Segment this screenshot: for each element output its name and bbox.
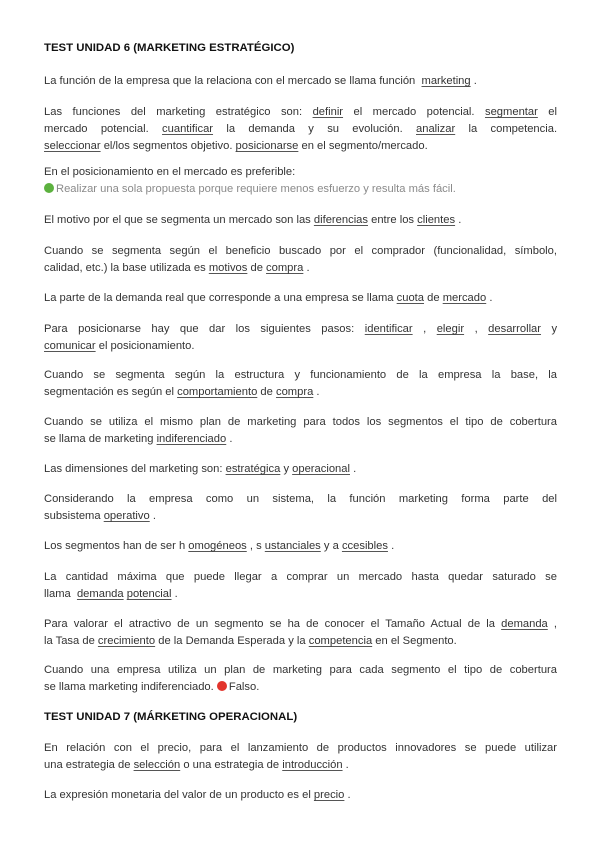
answer: compra [275,386,314,398]
question-structure-segmentation: Cuando se segmenta según la estructura y funcionamiento de la empresa la base, la segmentación es según el comportamiento de compra . [44,369,557,398]
question-segmentation-motive: El motivo por el que se segmenta un mercado son las diferencias entre los clientes . [44,214,462,226]
line: seleccionar el/los segmentos objetivo. posicionarse en el segmento/mercado. [44,140,428,152]
answer: mercado [442,292,487,304]
answer: identificar [364,323,413,335]
answer: posicionarse [235,140,299,152]
answer: demanda [501,618,548,630]
answer: crecimiento [97,635,156,647]
question-positioning: En el posicionamiento en el mercado es preferible: Realizar una sola propuesta porque requiere menos esfuerzo y resulta más fácil. [44,166,456,195]
answer: diferencias [313,214,368,226]
question-segment-traits: Los segmentos han de ser h omogéneos , s ustanciales y a ccesibles . [44,540,395,552]
section-title-unit7: TEST UNIDAD 7 (MÁRKETING OPERACIONAL) [44,711,298,723]
section-title-unit6: TEST UNIDAD 6 (MARKETING ESTRATÉGICO) [44,42,295,54]
answer: potencial [126,588,172,600]
question-price: La expresión monetaria del valor de un producto es el precio . [44,789,351,801]
answer: introducción [282,759,343,771]
question-segment-attractiveness: Para valorar el atractivo de un segmento se ha de conocer el Tamaño Actual de la demanda , la Tasa de crecimiento de la Demanda Esperada y la competencia en el Segmento. [44,618,558,647]
answer: omogéneos [188,540,247,552]
question-undifferentiated: Cuando se utiliza el mismo plan de marketing para todos los segmentos el tipo de cobertura se llama de marketing indiferenciado . [44,416,557,445]
question-marketing-dimensions: Las dimensiones del marketing son: estratégica y operacional . [44,463,357,475]
question-market-function: La función de la empresa que la relaciona con el mercado se llama función marketing . [44,75,477,87]
answer: comportamiento [177,386,258,398]
line: Las funciones del marketing estratégico son: definir el mercado potencial. segmentar el [44,106,558,118]
answer: Realizar una sola propuesta porque requiere menos esfuerzo y resulta más fácil. [56,183,456,195]
answer: cuota [396,292,425,304]
question-subsystem: Considerando la empresa como un sistema, la función marketing forma parte del subsistema operativo . [44,493,557,522]
answer: precio [313,789,345,801]
answer: ustanciales [264,540,321,552]
answer: Falso. [228,681,260,693]
answer: definir [312,106,344,118]
answer: demanda [76,588,124,600]
answer: elegir [436,323,465,335]
answer: comunicar [44,340,96,352]
green-circle-icon [44,183,54,193]
answer: marketing [421,75,471,87]
answer: estratégica [225,463,281,475]
answer: clientes [417,214,456,226]
answer: selección [133,759,181,771]
answer: segmentar [484,106,538,118]
answer: analizar [416,123,456,135]
answer: ccesibles [341,540,388,552]
question-coverage-type: Cuando una empresa utiliza un plan de marketing para cada segmento el tipo de cobertura se llama marketing indiferenciado. Falso. [44,664,557,693]
answer: operativo [103,510,150,522]
question-benefit-segmentation: Cuando se segmenta según el beneficio buscado por el comprador (funcionalidad, símbolo, calidad, etc.) la base utilizada es motivos de compra . [44,245,557,274]
answer: compra [266,262,304,274]
question-positioning-steps: Para posicionarse hay que dar los siguientes pasos: identificar , elegir , desarrollar y comunicar el posicionamiento. [44,323,558,352]
answer: operacional [292,463,350,475]
answer: motivos [208,262,248,274]
question-price-strategy: En relación con el precio, para el lanzamiento de productos innovadores se puede utilizar una estrategia de selección o una estrategia de introducción . [44,742,557,771]
question-strategic-functions [44,104,557,155]
answer: competencia [308,635,373,647]
question-market-share: La parte de la demanda real que corresponde a una empresa se llama cuota de mercado . [44,292,493,304]
red-circle-icon [217,681,227,691]
answer: indiferenciado [156,433,227,445]
line: mercado potencial. cuantificar la demanda y su evolución. analizar la competencia. [44,123,558,135]
question-potential-demand: La cantidad máxima que puede llegar a comprar un mercado hasta quedar saturado se llama demanda potencial . [44,571,557,600]
answer: cuantificar [162,123,214,135]
answer: desarrollar [488,323,542,335]
answer: seleccionar [44,140,101,152]
